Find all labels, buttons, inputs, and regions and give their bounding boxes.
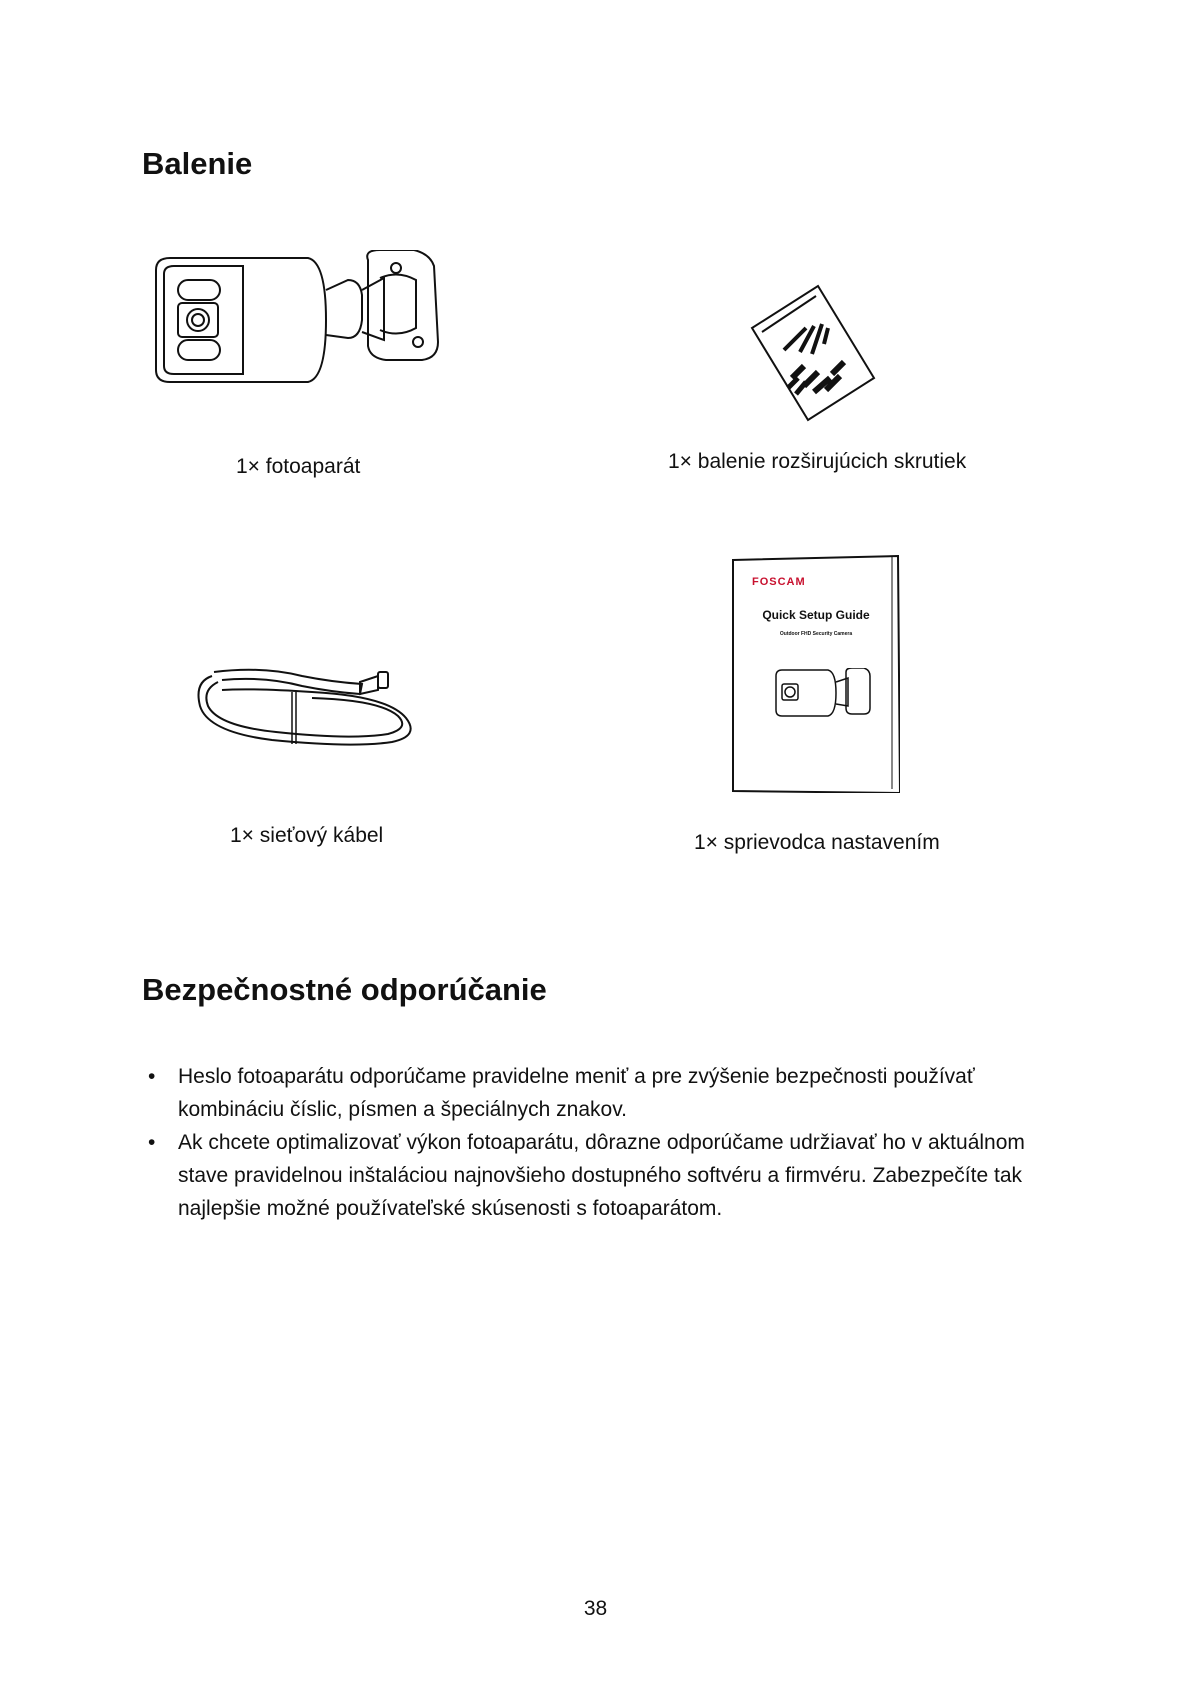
caption-camera: 1× fotoaparát <box>236 455 361 478</box>
guide-brand-logo: FOSCAM <box>752 576 806 588</box>
list-item-text: Heslo fotoaparátu odporúčame pravidelne meniť a pre zvýšenie bezpečnosti používať kombináciu číslic, písmen a špeciálnych znakov. <box>178 1065 975 1121</box>
section-title-safety: Bezpečnostné odporúčanie <box>142 972 547 1007</box>
caption-setup-guide: 1× sprievodca nastavením <box>694 831 940 854</box>
list-item <box>146 1060 1046 1126</box>
guide-title: Quick Setup Guide <box>762 608 870 622</box>
quick-setup-guide-booklet <box>732 555 900 793</box>
bullet-marker: • <box>148 1131 156 1154</box>
bullet-marker: • <box>148 1065 156 1088</box>
list-item-text: Ak chcete optimalizovať výkon fotoaparátu, dôrazne odporúčame udržiavať ho v aktuálnom stave pravidelnou inštaláciou najnovšieho dostupného softvéru a firmvéru. Zabezpečíte tak najlepšie možné používateľské skúsenosti s fotoaparátom. <box>178 1131 1025 1220</box>
caption-screws: 1× balenie rozširujúcich skrutiek <box>668 450 967 473</box>
safety-recommendations-list <box>146 1060 1046 1225</box>
camera-illustration <box>148 250 458 390</box>
section-title-package: Balenie <box>142 146 253 181</box>
guide-subtitle: Outdoor FHD Security Camera <box>779 631 853 637</box>
page-number: 38 <box>583 1597 608 1620</box>
screws-bag-illustration <box>748 282 878 422</box>
caption-network-cable: 1× sieťový kábel <box>230 824 384 847</box>
network-cable-illustration <box>192 662 428 758</box>
list-item <box>146 1126 1046 1225</box>
